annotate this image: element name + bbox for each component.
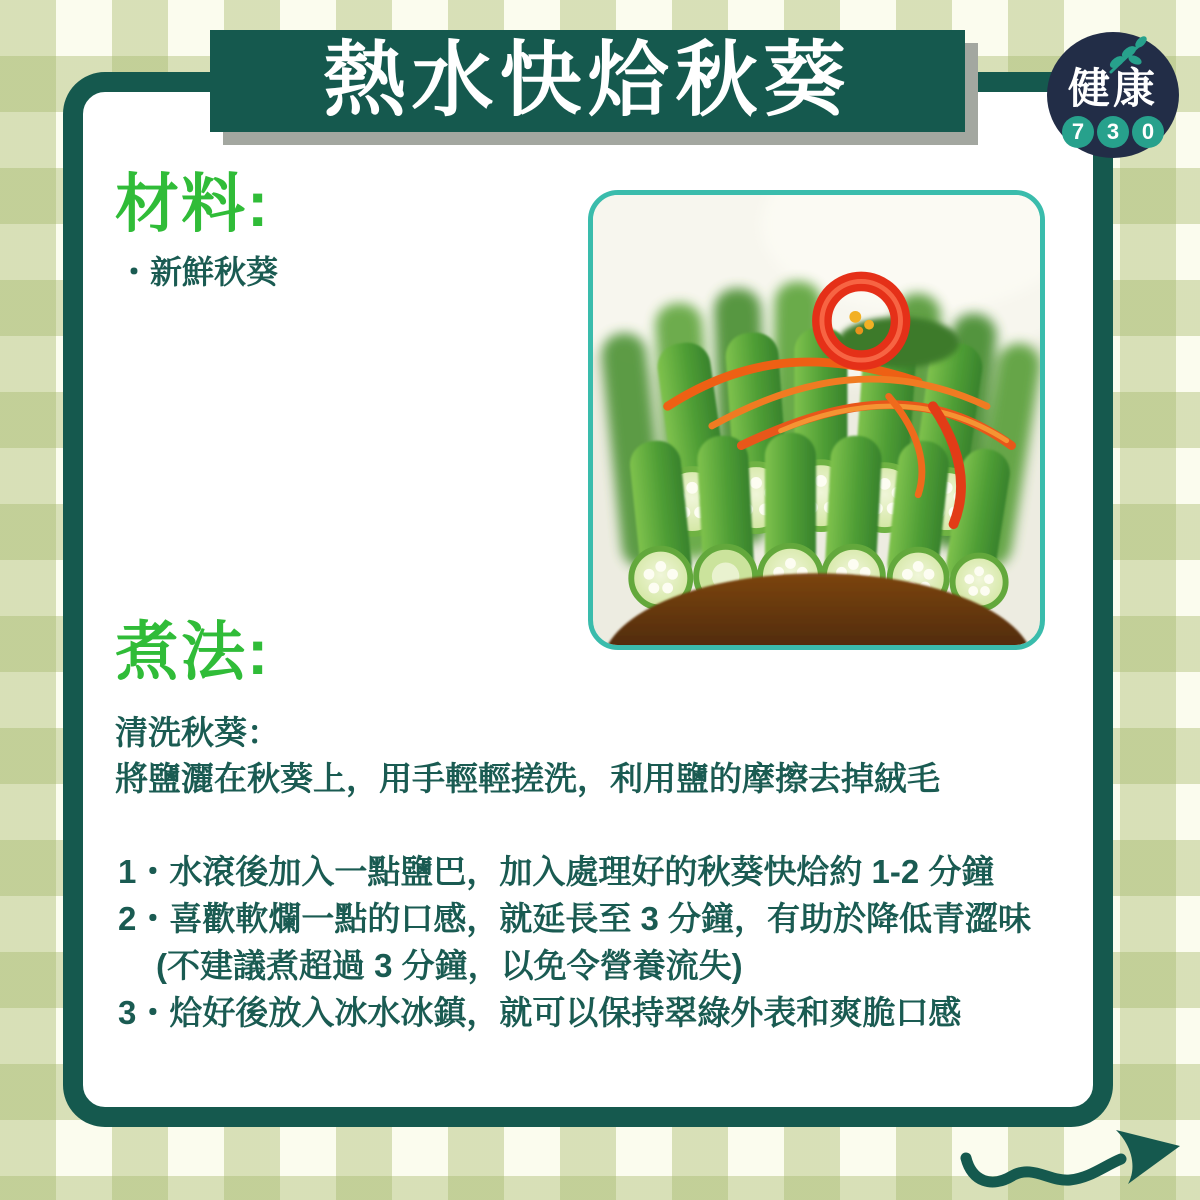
ingredient-text: 新鮮秋葵	[150, 254, 279, 290]
step-separator: ・	[136, 900, 170, 937]
method-steps	[118, 848, 1118, 1036]
step-2-note: (不建議煮超過 3 分鐘，以免令營養流失)	[156, 947, 743, 984]
prep-text: 將鹽灑在秋葵上，用手輕輕搓洗，利用鹽的摩擦去掉絨毛	[115, 760, 940, 797]
logo-digit: 0	[1132, 116, 1164, 148]
prep-title: 清洗秋葵：	[115, 714, 280, 751]
leaf-icon	[1105, 36, 1151, 76]
health730-logo	[1047, 32, 1179, 158]
step-text: 水滾後加入一點鹽巴，加入處理好的秋葵快烚約 1-2 分鐘	[169, 853, 995, 890]
ingredients-heading: 材料:	[115, 168, 271, 240]
logo-text: 健康	[1067, 65, 1158, 112]
dish-photo	[588, 190, 1045, 650]
step-separator: ・	[136, 994, 170, 1031]
step-number: 3	[118, 994, 137, 1031]
page-title: 熱水快烚秋葵	[323, 35, 852, 126]
bullet: ・	[118, 254, 151, 290]
step-text: 烚好後放入冰水冰鎮，就可以保持翠綠外表和爽脆口感	[169, 994, 962, 1031]
logo-digit: 3	[1097, 116, 1129, 148]
title-banner	[210, 30, 965, 132]
step-number: 1	[118, 853, 137, 890]
step-separator: ・	[136, 853, 170, 890]
step-1	[118, 848, 1118, 895]
logo-digit: 7	[1062, 116, 1094, 148]
ingredient-item	[118, 252, 278, 294]
prep-paragraph	[115, 710, 1095, 802]
method-heading: 煮法:	[115, 616, 271, 688]
next-arrow-icon	[958, 1126, 1188, 1200]
step-number: 2	[118, 900, 137, 937]
step-2	[118, 895, 1118, 942]
logo-number	[1062, 116, 1164, 148]
step-3	[118, 989, 1118, 1036]
step-text: 喜歡軟爛一點的口感，就延長至 3 分鐘，有助於降低青澀味	[169, 900, 1032, 937]
okra-dish-illustration	[593, 195, 1040, 645]
